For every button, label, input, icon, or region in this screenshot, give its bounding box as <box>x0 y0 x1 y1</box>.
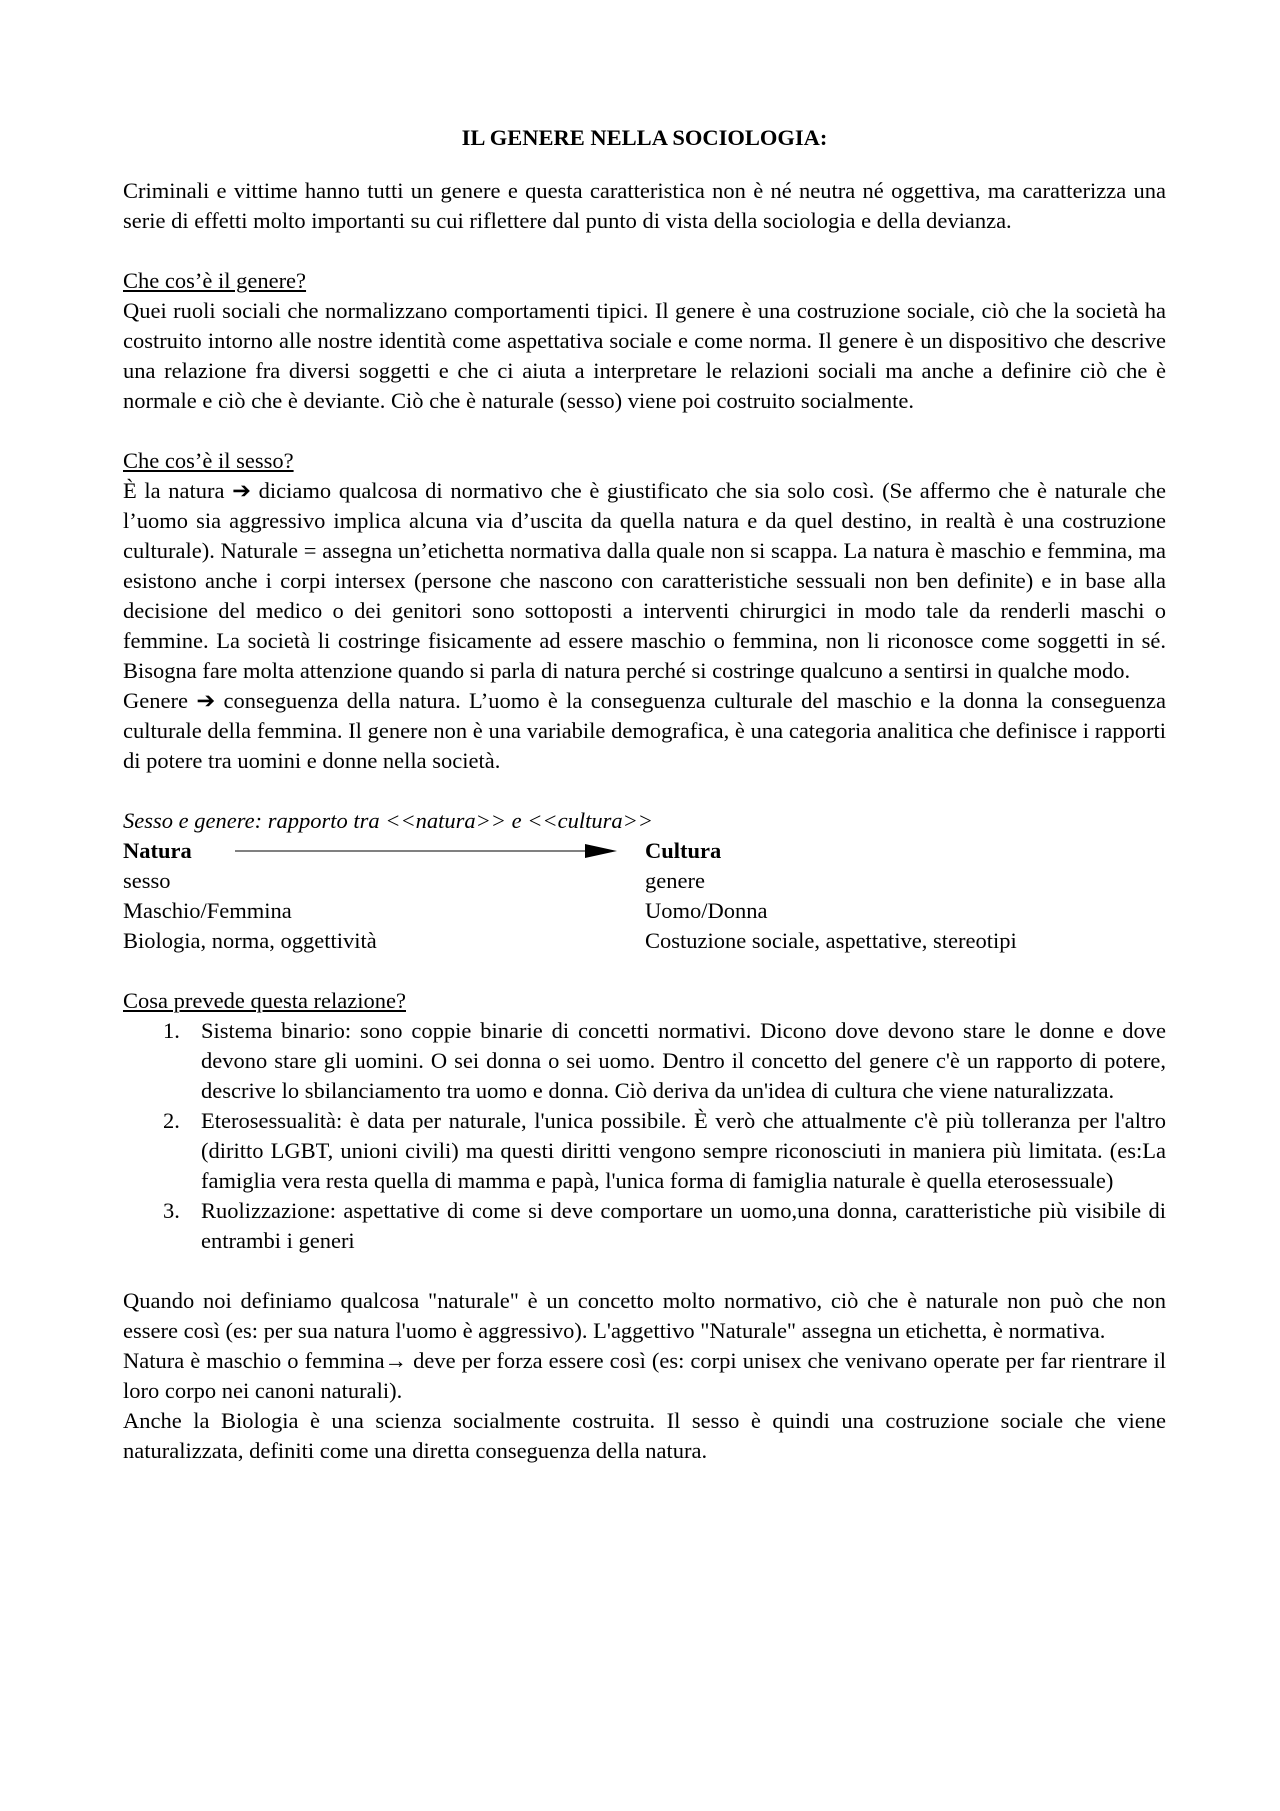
intro-paragraph: Criminali e vittime hanno tutti un genere e questa caratteristica non è né neutra né oggettiva, ma caratterizza una serie di effetti molto importanti su cui riflettere dal punto di vista della sociologia e della devianza. <box>123 178 1166 233</box>
spacer <box>123 1256 1166 1286</box>
natura-text: diciamo qualcosa di normativo che è giustificato che sia solo così. (Se affermo che è naturale che l’uomo sia aggressivo implica alcuna via d’uscita da quella natura e da quel destino, in realtà è una costruzione culturale). Naturale = assegna un’etichetta normativa dalla quale non si scappa. La natura è maschio e femmina, ma esistono anche i corpi intersex (persone che nascono con caratteristiche sessuali non ben definite) e in base alla decisione del medico o dei genitori sono sottoposti a interventi chirurgici in modo tale da renderli maschi o femmine. La società li costringe fisicamente ad essere maschio o femmina, non li riconosce come soggetti in sé. Bisogna fare molta attenzione quando si parla di natura perché si costringe qualcuno a sentirsi in qualche modo. <box>123 478 1167 683</box>
relation-right-cell: Uomo/Donna <box>645 898 768 923</box>
relation-left-cell: Maschio/Femmina <box>123 898 292 923</box>
closing-paragraph-3: Anche la Biologia è una scienza socialmente costruita. Il sesso è quindi una costruzione sociale che viene naturalizzata, definiti come una diretta conseguenza della natura. <box>123 1408 1166 1463</box>
list-item-text: Sistema binario: sono coppie binarie di concetti normativi. Dicono dove devono stare le donne e dove devono stare gli uomini. O sei donna o sei uomo. Dentro il concetto del genere c'è un rapporto di potere, descrive lo sbilanciamento tra uomo e donna. Ciò deriva da un'idea di cultura che viene naturalizzata. <box>201 1018 1166 1103</box>
heading-sesso: Che cos’è il sesso? <box>123 448 294 473</box>
relation-row <box>123 866 1166 896</box>
closing-paragraph-2: Natura è maschio o femmina→ deve per forza essere così (es: corpi unisex che venivano operate per far rientrare il loro corpo nei canoni naturali). <box>123 1348 1166 1403</box>
list-number: 3. <box>163 1198 180 1223</box>
list-item <box>123 1106 1166 1196</box>
relation-row <box>123 926 1166 956</box>
heading-relazione: Cosa prevede questa relazione? <box>123 988 406 1013</box>
relation-header-row <box>123 836 1166 866</box>
document-body <box>123 123 1166 1466</box>
list-item-text: Ruolizzazione: aspettative di come si deve comportare un uomo,una donna, caratteristiche più visibile di entrambi i generi <box>201 1198 1166 1253</box>
relation-row <box>123 896 1166 926</box>
long-arrow-icon <box>235 844 617 858</box>
spacer <box>123 416 1166 446</box>
spacer <box>123 236 1166 266</box>
list-item-text: Eterosessualità: è data per naturale, l'unica possibile. È verò che attualmente c'è più tolleranza per l'altro (diritto LGBT, unioni civili) ma questi diritti vengono sempre riconosciuti in maniera più limitata. (es:La famiglia vera resta quella di mamma e papà, l'unica forma di famiglia naturale è quella eterosessuale) <box>201 1108 1166 1193</box>
arrow-icon: ➔ <box>196 688 216 713</box>
relation-left-cell: Biologia, norma, oggettività <box>123 928 377 953</box>
list-number: 1. <box>163 1018 180 1043</box>
natura-header: Natura <box>123 838 192 863</box>
relation-left-cell: sesso <box>123 868 171 893</box>
natura-lead: È la natura <box>123 478 225 503</box>
genere-text: conseguenza della natura. L’uomo è la conseguenza culturale del maschio e la donna la conseguenza culturale della femmina. Il genere non è una variabile demografica, è una categoria analitica che definisce i rapporti di potere tra uomini e donne nella società. <box>123 688 1167 773</box>
paragraph-genere: Quei ruoli sociali che normalizzano comportamenti tipici. Il genere è una costruzione sociale, ciò che la società ha costruito intorno alle nostre identità come aspettativa sociale e come norma. Il genere è un dispositivo che descrive una relazione fra diversi soggetti e che ci aiuta a interpretare le relazioni sociali ma anche a definire ciò che è normale e ciò che è deviante. Ciò che è naturale (sesso) viene poi costruito socialmente. <box>123 298 1166 413</box>
genere-lead: Genere <box>123 688 188 713</box>
list-item <box>123 1016 1166 1106</box>
page-title: IL GENERE NELLA SOCIOLOGIA: <box>461 125 828 150</box>
relation-right-cell: genere <box>645 868 705 893</box>
relation-caption: Sesso e genere: rapporto tra <<natura>> e <<cultura>> <box>123 808 653 833</box>
heading-genere: Che cos’è il genere? <box>123 268 307 293</box>
arrow-icon: ➔ <box>232 478 252 503</box>
paragraph-sesso-genere <box>123 686 1166 776</box>
spacer <box>123 956 1166 986</box>
list-number: 2. <box>163 1108 180 1133</box>
list-item <box>123 1196 1166 1256</box>
numbered-list <box>123 1016 1166 1256</box>
paragraph-sesso-natura <box>123 476 1166 686</box>
cultura-header: Cultura <box>645 838 722 863</box>
spacer <box>123 776 1166 806</box>
closing-paragraph-1: Quando noi definiamo qualcosa "naturale" è un concetto molto normativo, ciò che è naturale non può che non essere così (es: per sua natura l'uomo è aggressivo). L'aggettivo "Naturale" assegna un etichetta, è normativa. <box>123 1288 1166 1343</box>
relation-right-cell: Costuzione sociale, aspettative, stereotipi <box>645 928 1017 953</box>
